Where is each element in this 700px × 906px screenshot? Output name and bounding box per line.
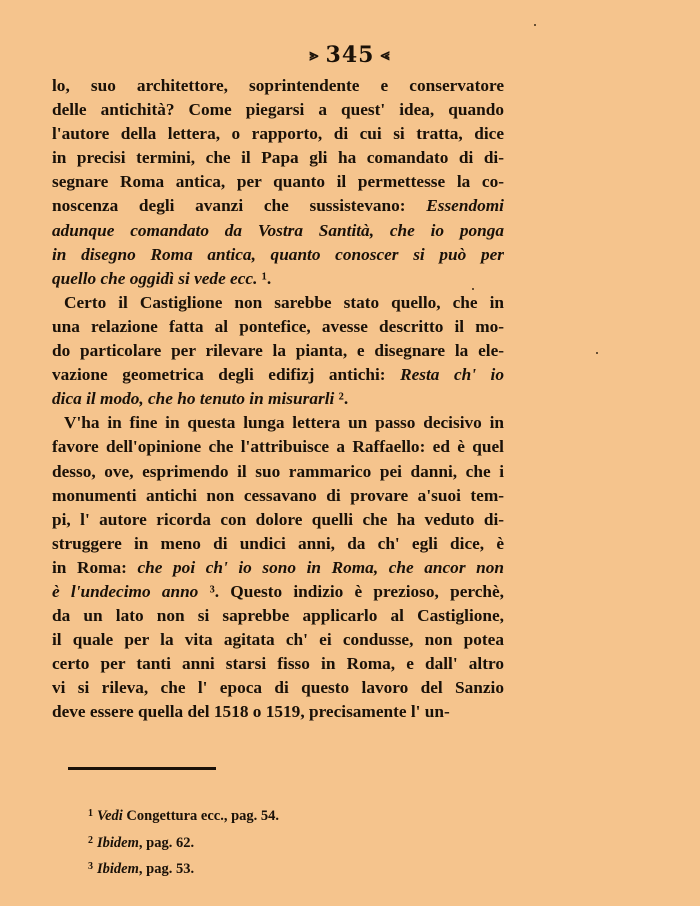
text-segment: vazione geometrica degli edifizj antichi: [52,365,401,385]
text-line [52,580,504,604]
italic-segment: quello che oggidì si vede ecc. [52,268,262,288]
text-segment: ¹. [261,268,272,288]
page-number: 345 [325,42,375,68]
text-segment: in Roma: [52,557,138,577]
text-segment: segnare Roma antica, per quanto il permettesse la co- [52,172,504,192]
footnotes [88,802,279,882]
text-segment: in precisi termini, che il Papa gli ha comandato di di- [52,148,504,168]
text-segment: una relazione fatta al pontefice, avesse descritto il mo- [52,316,504,336]
paper-speck [534,24,536,26]
text-line [52,363,504,387]
text-segment: Certo il Castiglione non sarebbe stato quello, che in [64,292,504,312]
text-line [52,628,504,652]
footnote [88,855,279,882]
paper-speck [472,288,474,290]
footnote-text: , pag. 62. [138,834,195,851]
text-segment: l'autore della lettera, o rapporto, di cui si tratta, dice [52,124,504,144]
text-line [52,484,504,508]
text-line [52,315,504,339]
text-segment: da un lato non si saprebbe applicarlo al Castiglione, [52,606,504,626]
text-line [52,194,504,218]
text-segment: noscenza degli avanzi che sussistevano: [52,196,427,216]
text-line [52,508,504,532]
text-segment: desso, ove, esprimendo il suo rammarico pei danni, che i [52,461,504,481]
italic-segment: dica il modo, che ho tenuto in misurarli [52,389,339,409]
text-line [52,411,504,435]
text-segment: il quale per la vita agitata ch' ei condusse, non potea [52,630,504,650]
right-ornament-icon: ⪡ [380,45,391,64]
footnote-text: , pag. 53. [138,861,195,877]
footnote-number: 2 [88,834,93,846]
page-header [0,42,700,68]
text-segment: vi si rileva, che l' epoca di questo lavoro del Sanzio [52,678,504,698]
text-segment: monumenti antichi non cessavano di provare a'suoi tem- [52,485,504,505]
text-line [52,460,504,484]
text-line [52,170,504,194]
italic-segment: adunque comandato da Vostra Santità, che io ponga [52,220,504,240]
footnote-text: Congettura ecc., pag. 54. [122,808,280,824]
footnote-divider [68,767,216,770]
text-line [52,243,504,267]
italic-segment: Resta ch' io [400,365,504,385]
text-line [52,387,504,411]
footnote-number: 1 [88,808,93,819]
text-line [52,339,504,363]
text-line [52,435,504,459]
text-line [52,219,504,243]
italic-segment: Essendomi [426,196,504,216]
text-line [52,676,504,700]
text-segment: ². [338,389,349,409]
footnote-italic: Vedi [97,808,123,824]
footnote-number: 3 [88,861,93,872]
text-line [52,122,504,146]
text-line [52,267,504,291]
text-segment: do particolare per rilevare la pianta, e disegnare la ele- [52,341,504,361]
left-ornament-icon: ⪢ [309,45,320,64]
text-segment: V'ha in fine in questa lunga lettera un passo decisivo in [64,413,504,433]
body-text [52,74,504,725]
text-line [52,652,504,676]
italic-segment: è l'undecimo anno [52,581,210,601]
text-segment: ³. Questo indizio è prezioso, perchè, [209,581,504,601]
text-segment: favore dell'opinione che l'attribuisce a Raffaello: ed è quel [52,437,504,457]
text-line [52,532,504,556]
paper-speck [596,352,598,354]
footnote-italic: Ibidem [97,861,139,877]
text-line [52,604,504,628]
text-segment: delle antichità? Come piegarsi a quest' idea, quando [52,100,504,120]
italic-segment: che poi ch' io sono in Roma, che ancor non [137,557,504,577]
text-line [52,98,504,122]
text-segment: deve essere quella del 1518 o 1519, precisamente l' un- [52,702,450,722]
footnote [88,802,279,829]
text-segment: certo per tanti anni starsi fisso in Roma, e dall' altro [52,654,504,674]
text-segment: struggere in meno di undici anni, da ch' egli dice, è [52,533,504,553]
text-segment: lo, suo architettore, soprintendente e conservatore [52,76,504,95]
text-line [52,700,504,724]
footnote-italic: Ibidem [97,834,139,851]
text-segment: pi, l' autore ricorda con dolore quelli che ha veduto di- [52,509,504,529]
italic-segment: in disegno Roma antica, quanto conoscer si può per [52,244,504,264]
text-line [52,291,504,315]
text-line [52,74,504,98]
footnote [88,829,279,856]
text-line [52,556,504,580]
text-line [52,146,504,170]
